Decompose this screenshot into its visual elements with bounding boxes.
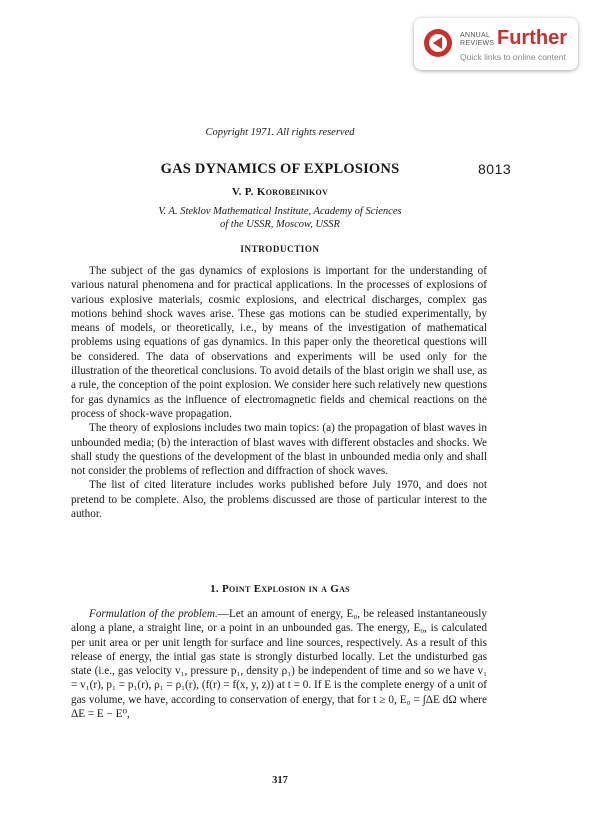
further-brand: Further bbox=[497, 27, 567, 49]
paragraph-text: —Let an amount of energy, E₀, be released instantaneously along a plane, a straight line, or a point in an unbounded gas. The energy, E₀, is calculated per unit area or per unit length for surface and line sources, respectively. As a result of this release of energy, the intial gas state is strongly disturbed locally. Let the undisturbed gas state (i.e., gas velocity v₁, pressure p₁, density ρ₁) be independent of time and so we have v₁ = v₁(r), p₁ = p₁(r), ρ₁ = ρ₁(r), (f(r) = f(x, y, z)) at t = 0. If E is the complete energy of a unit of gas volume, we have, according to conservation of energy, that for t ≥ 0, E₀ = ∫ΔE dΩ where ΔE = E − E⁰, bbox=[71, 608, 487, 721]
paragraph: The theory of explosions includes two main topics: (a) the propagation of blast waves in unbounded media; (b) the interaction of blast waves with different obstacles and shocks. We shall study the questions of the development of the blast in unbounded media only and shall not consider the problems of reflection and diffraction of shock waves. bbox=[71, 422, 487, 478]
author-affiliation: V. A. Steklov Mathematical Institute, Academy of Sciences of the USSR, Moscow, USSR bbox=[158, 206, 402, 230]
section-heading-point-explosion: 1. Point Explosion in a Gas bbox=[210, 583, 350, 595]
article-title: GAS DYNAMICS OF EXPLOSIONS bbox=[160, 161, 400, 177]
annual-reviews-logo-icon bbox=[423, 28, 453, 58]
introduction-body bbox=[71, 264, 487, 521]
section-heading-introduction: INTRODUCTION bbox=[240, 244, 320, 254]
paragraph-lead: Formulation of the problem. bbox=[89, 608, 218, 620]
paragraph: The list of cited literature includes works published before July 1970, and does not pretend to be complete. Also, the problems discussed are those of particular interest to the author. bbox=[71, 479, 487, 521]
copyright-notice: Copyright 1971. All rights reserved bbox=[205, 127, 355, 138]
point-explosion-body bbox=[71, 607, 487, 721]
page-number: 317 bbox=[272, 775, 288, 786]
banner-tagline: Quick links to online content bbox=[460, 52, 566, 62]
paragraph bbox=[71, 607, 487, 721]
annual-reviews-further-banner[interactable] bbox=[414, 18, 578, 70]
author-name: V. P. Korobeinikov bbox=[231, 186, 329, 198]
annual-reviews-wordmark: ANNUAL REVIEWS bbox=[460, 32, 495, 47]
article-id: 8013 bbox=[478, 161, 512, 177]
paragraph: The subject of the gas dynamics of explosions is important for the understanding of various natural phenomena and for practical applications. In the processes of explosions of various explosive materials, cosmic explosions, and electrical discharges, complex gas motions behind shock waves arise. These gas motions can be studied experimentally, by means of models, or theoretically, i.e., by means of the investigation of mathematical problems using equations of gas dynamics. In this paper only the theoretical questions will be considered. The data of observations and experiments will be used only for the illustration of the theoretical conclusions. To avoid details of the blast origin we shall use, as a rule, the conception of the point explosion. We consider here such relatively new questions for gas dynamics as the influence of electromagnetic fields and chemical reactions on the process of shock-wave propagation. bbox=[71, 265, 487, 420]
